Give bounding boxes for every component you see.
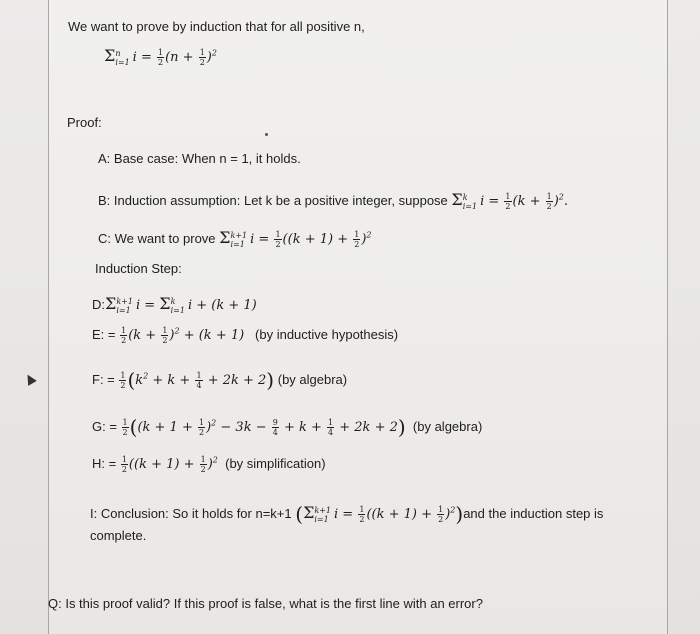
line-a: A: Base case: When n = 1, it holds. — [98, 151, 301, 166]
line-i: I: Conclusion: So it holds for n=k+1 (Σ k+1 i=1 i = $\frac{1}{2}$ ((k + 1) + $\frac{1}{2}$ )$^2$)and the induction step is — [90, 502, 604, 526]
line-e: E: = $\frac{1}{2}$ (k + $\frac{1}{2}$ )$^2$ + (k + 1) (by inductive hypothesis) — [92, 326, 399, 345]
line-i-continuation: complete. — [90, 528, 147, 543]
intro-text: We want to prove by induction that for all positive n, — [68, 19, 365, 34]
dust-dot — [265, 133, 268, 136]
question-text: Q: Is this proof valid? If this proof is false, what is the first line with an error? — [48, 596, 483, 611]
line-c: C: We want to prove Σ k+1 i=1 i = $\frac{1}{2}$ ((k + 1) + $\frac{1}{2}$ )$^2$ — [98, 228, 372, 249]
proof-label: Proof: — [67, 115, 102, 130]
induction-step-heading: Induction Step: — [95, 261, 182, 276]
line-h: H: = $\frac{1}{2}$ ((k + 1) + $\frac{1}{2}$ )$^2$ (by simplification) — [92, 455, 326, 474]
line-f: F: = $\frac{1}{2}$ ($k^2 + k$ + $\frac{1}{4}$ + 2k + 2) (by algebra) — [92, 368, 348, 392]
sigma-symbol: Σ — [104, 46, 116, 65]
line-b: B: Induction assumption: Let k be a positive integer, suppose Σ k i=1 i = $\frac{1}{2}$ (k + $\frac{1}{2}$ )$^2$. — [98, 190, 569, 211]
main-formula: Σ n i=1 i = $\frac{1}{2}$ (n + $\frac{1}{2}$ )$^2$ — [104, 46, 217, 67]
line-d: D:Σ k+1 i=1 i = Σ k i=1 i + (k + 1) — [92, 294, 257, 315]
line-g: G: = $\frac{1}{2}$ ((k + 1 + $\frac{1}{2}$ )$^2$ − 3k − $\frac{9}{4}$ + k + $\frac{1}{4}$ + 2k + 2) (by algebra) — [92, 415, 483, 439]
